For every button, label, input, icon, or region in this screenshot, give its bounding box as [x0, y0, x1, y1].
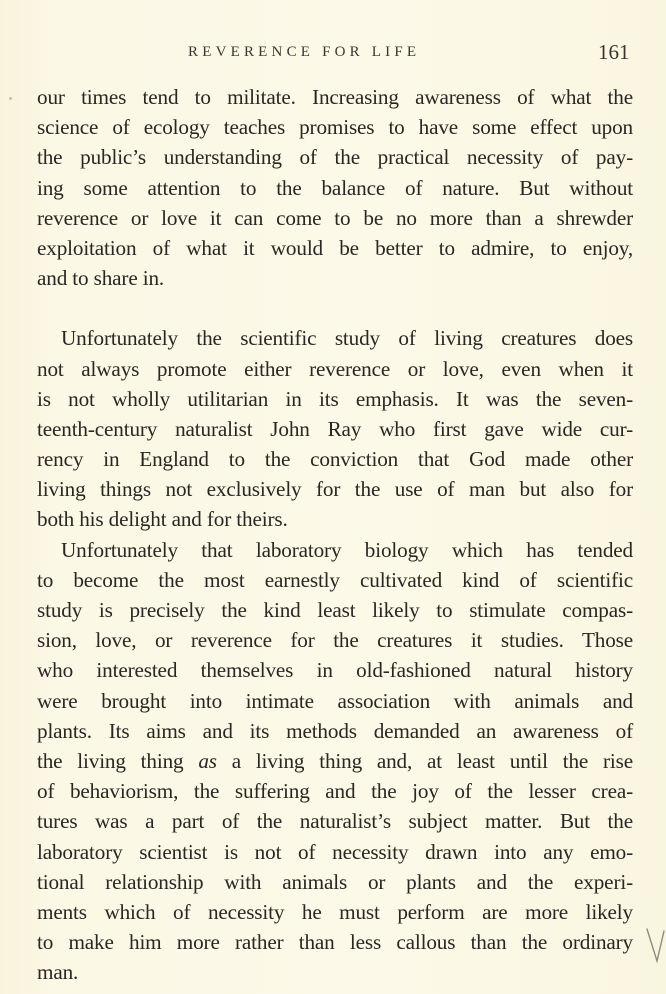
text-line: study is precisely the kind least likely to stimulate compas- [37, 598, 633, 622]
text-line: both his delight and for theirs. [37, 507, 288, 532]
running-title: REVERENCE FOR LIFE [188, 44, 421, 60]
text-line: not always promote either reverence or love, even when it [37, 356, 633, 381]
text-line: were brought into intimate association with animals and [37, 688, 633, 713]
paragraph-2 [37, 323, 633, 534]
text-line: laboratory scientist is not of necessity drawn into any emo- [37, 839, 633, 864]
italic-word: as [198, 748, 217, 773]
text-line: the public’s understanding of the practical necessity of pay- [37, 145, 633, 170]
text-line: man. [37, 960, 79, 985]
text-line: living things not exclusively for the use of man but also for [37, 477, 633, 502]
text-line: to become the most earnestly cultivated kind of scientific [37, 567, 633, 592]
text-line: and to share in. [37, 266, 165, 291]
paragraph-3 [37, 535, 633, 988]
text-line: rency in England to the conviction that God made other [37, 447, 633, 472]
text-line: tures was a part of the naturalist’s subject matter. But the [37, 809, 633, 834]
text-line: exploitation of what it would be better to admire, to enjoy, [37, 235, 633, 260]
text-line: of behaviorism, the suffering and the joy of the lesser crea- [37, 779, 633, 804]
pencil-checkmark-icon [645, 925, 665, 965]
text-line: reverence or love it can come to be no more than a shrewder [37, 205, 633, 230]
body-text [37, 82, 633, 987]
text-line: plants. Its aims and its methods demanded an awareness of [37, 718, 633, 743]
text-line: ing some attention to the balance of nature. But without [37, 175, 633, 200]
text-segment: the living thing [37, 748, 199, 773]
text-line: teenth-century naturalist John Ray who first gave wide cur- [37, 416, 633, 441]
section-break [37, 293, 633, 323]
speck-mark [9, 97, 12, 100]
text-line-with-italic [37, 746, 633, 776]
text-line: sion, love, or reverence for the creatures it studies. Those [37, 628, 633, 653]
text-line: our times tend to militate. Increasing awareness of what the [37, 85, 633, 109]
text-line: to make him more rather than less callous than the ordinary [37, 930, 633, 955]
text-segment: a living thing and, at least until the rise [216, 748, 633, 773]
running-head [0, 40, 666, 70]
text-line: is not wholly utilitarian in its emphasis. It was the seven- [37, 386, 633, 411]
text-line: Unfortunately that laboratory biology which has tended [61, 537, 633, 562]
text-line: tional relationship with animals or plants and the experi- [37, 869, 633, 894]
text-line: who interested themselves in old-fashioned natural history [37, 658, 633, 683]
text-line: Unfortunately the scientific study of living creatures does [61, 326, 633, 351]
text-line: ments which of necessity he must perform are more likely [37, 899, 633, 924]
text-line: science of ecology teaches promises to have some effect upon [37, 115, 633, 140]
paragraph-1 [37, 82, 633, 293]
page-number: 161 [598, 40, 630, 64]
